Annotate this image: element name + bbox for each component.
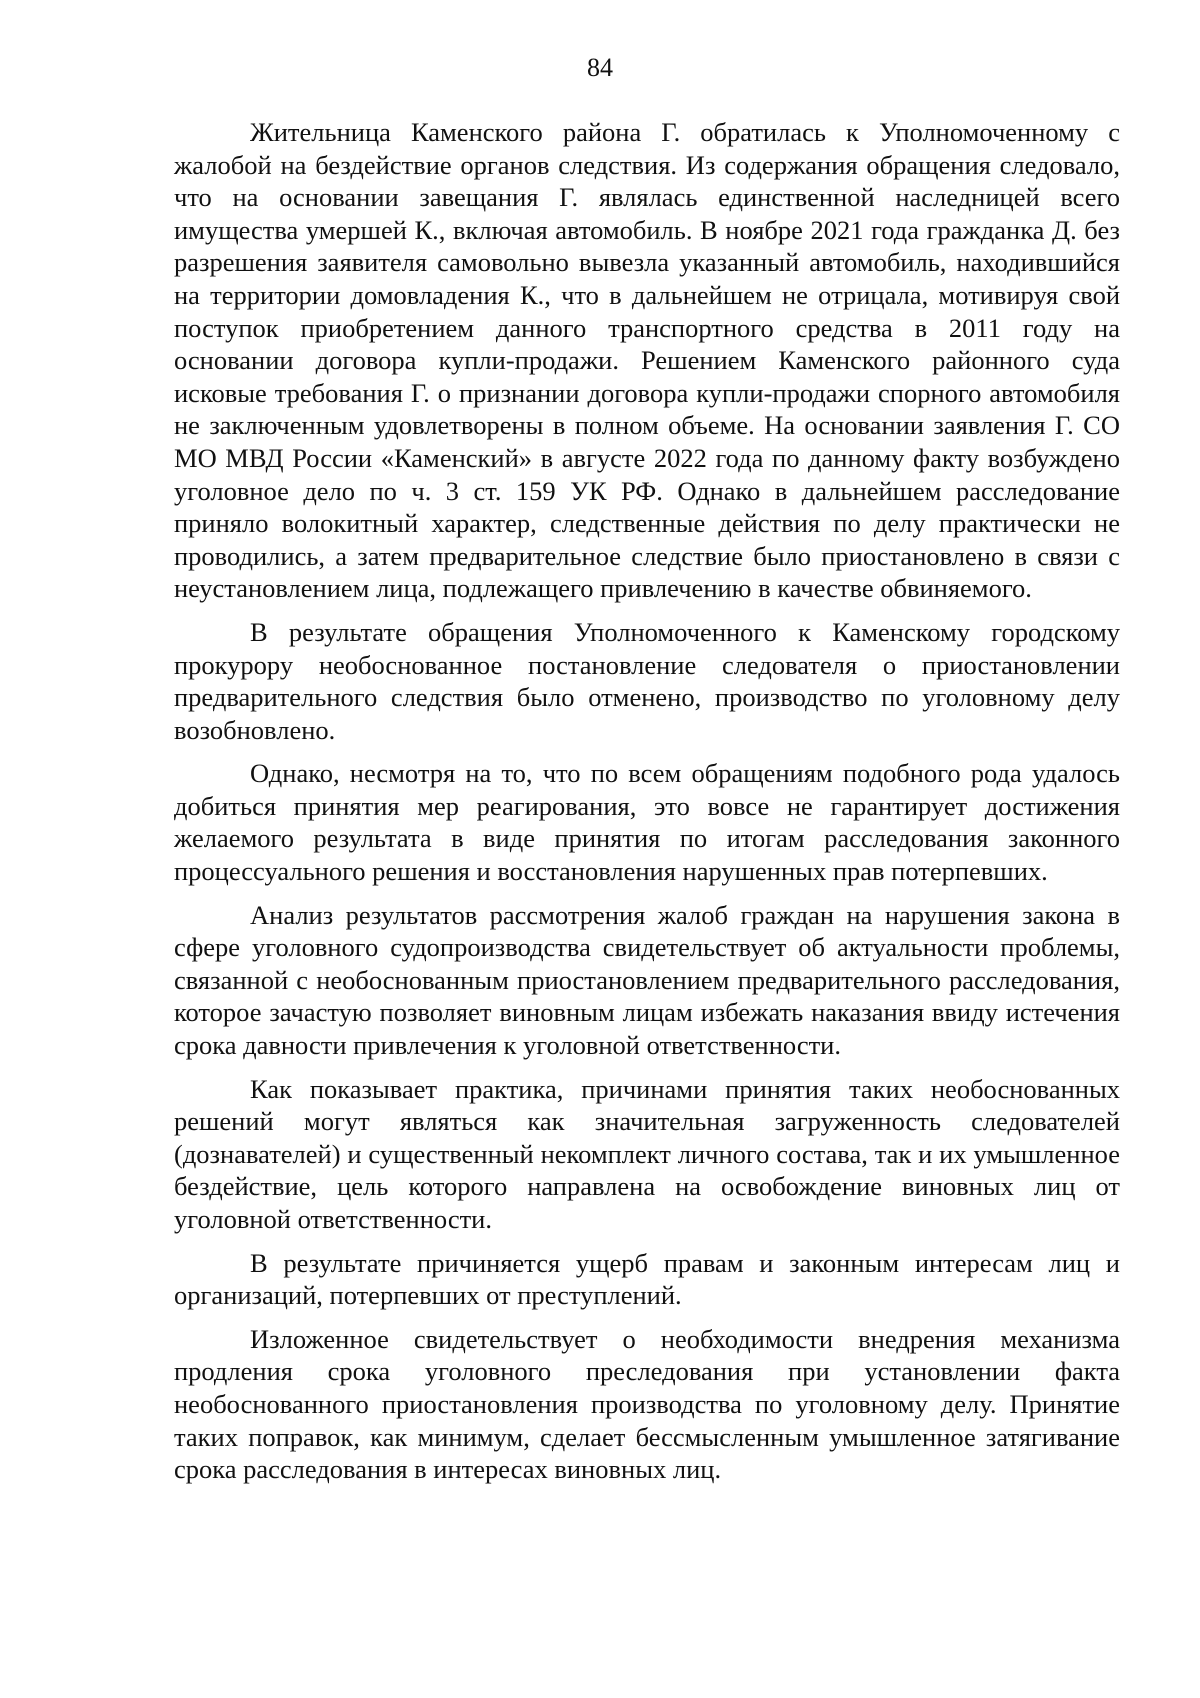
paragraph-damage: В результате причиняется ущерб правам и законным интересам лиц и организаций, потерпевших от преступлений. — [174, 1247, 1120, 1311]
paragraph-analysis: Анализ результатов рассмотрения жалоб граждан на нарушения закона в сфере уголовного судопроизводства свидетельствует об актуальности проблемы, связанной с необоснованным приостановлением предварительного расследования, которое зачастую позволяет виновным лицам избежать наказания ввиду истечения срока давности привлечения к уголовной ответственности. — [174, 899, 1120, 1061]
paragraph-conclusion: Изложенное свидетельствует о необходимости внедрения механизма продления срока уголовного преследования при установлении факта необоснованного приостановления производства по уголовному делу. Принятие таких поправок, как минимум, сделает бессмысленным умышленное затягивание срока расследования в интересах виновных лиц. — [174, 1323, 1120, 1485]
paragraph-prosecutor-result: В результате обращения Уполномоченного к Каменскому городскому прокурору необоснованное постановление следователя о приостановлении предварительного следствия было отменено, производство по уголовному делу возобновлено. — [174, 616, 1120, 745]
body-text — [174, 116, 1120, 1497]
paragraph-no-guarantee: Однако, несмотря на то, что по всем обращениям подобного рода удалось добиться принятия мер реагирования, это вовсе не гарантирует достижения желаемого результата в виде принятия по итогам расследования законного процессуального решения и восстановления нарушенных прав потерпевших. — [174, 758, 1120, 887]
paragraph-case-description: Жительница Каменского района Г. обратилась к Уполномоченному с жалобой на бездействие органов следствия. Из содержания обращения следовало, что на основании завещания Г. являлась единственной наследницей всего имущества умершей К., включая автомобиль. В ноябре 2021 года гражданка Д. без разрешения заявителя самовольно вывезла указанный автомобиль, находившийся на территории домовладения К., что в дальнейшем не отрицала, мотивируя свой поступок приобретением данного транспортного средства в 2011 году на основании договора купли-продажи. Решением Каменского районного суда исковые требования Г. о признании договора купли-продажи спорного автомобиля не заключенным удовлетворены в полном объеме. На основании заявления Г. СО МО МВД России «Каменский» в августе 2022 года по данному факту возбуждено уголовное дело по ч. 3 ст. 159 УК РФ. Однако в дальнейшем расследование приняло волокитный характер, следственные действия по делу практически не проводились, а затем предварительное следствие было приостановлено в связи с неустановлением лица, подлежащего привлечению в качестве обвиняемого. — [174, 117, 1120, 604]
page-number: 84 — [587, 53, 613, 82]
paragraph-practice: Как показывает практика, причинами принятия таких необоснованных решений могут являться как значительная загруженность следователей (дознавателей) и существенный некомплект личного состава, так и их умышленное бездействие, цель которого направлена на освобождение виновных лиц от уголовной ответственности. — [174, 1073, 1120, 1234]
